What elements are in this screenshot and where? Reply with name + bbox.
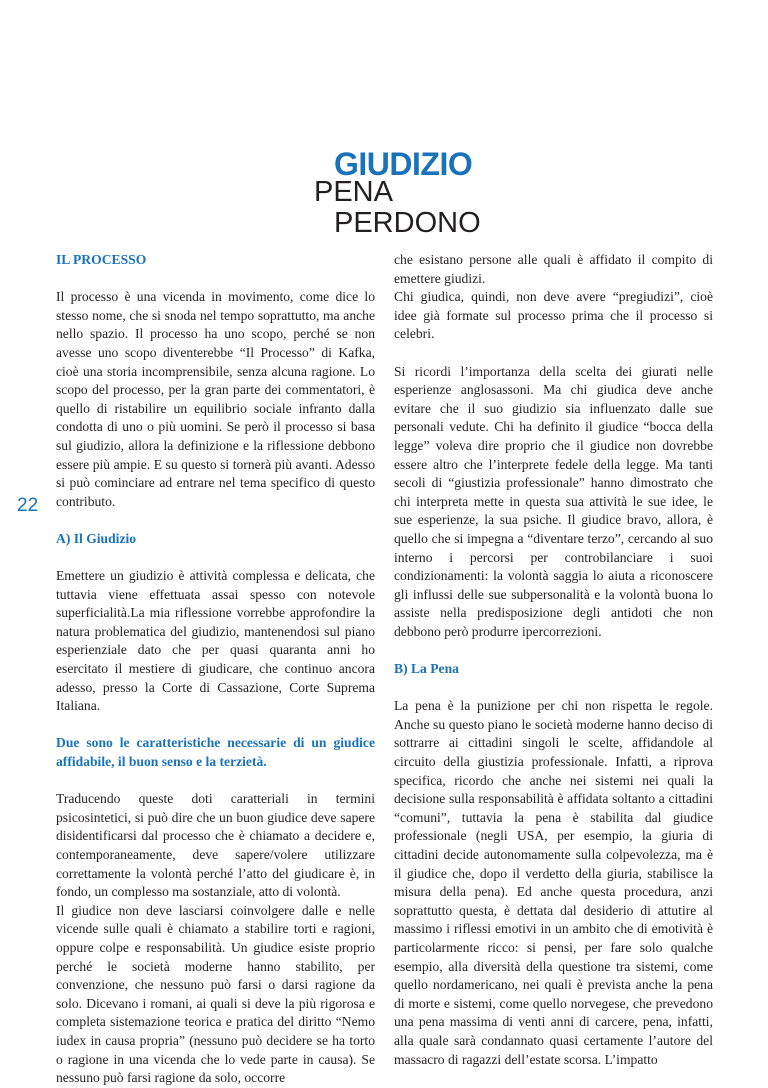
spacer [56,772,375,791]
spacer [56,716,375,735]
spacer [394,641,713,660]
left-column [56,251,375,1088]
spacer [56,549,375,568]
paragraph: Il giudice non deve lasciarsi coinvolgere dalle e nelle vicende sulle quali è chiamato a stabilire torti e ragioni, oppure colpe e responsabilità. Un giudice esiste proprio perché le società moderne hanno stabilito, per convenzione, che nessuno può farsi o darsi ragione da solo. Dicevano i romani, ai quali si deve la più rigorosa e completa sistemazione teorica e pratica del diritto “Nemo iudex in causa propria” (nessuno può decidere se ha torto o ragione in una vicenda che lo vede parte in causa). Se nessuno può farsi ragione da solo, occorre [56,902,375,1086]
paragraph: Emettere un giudizio è attività complessa e delicata, che tuttavia viene effettuata assai spesso con notevole superficialità.La mia riflessione vorrebbe approfondire la natura problematica del giudizio, mantenendosi sul piano esperienziale dato che per quasi quaranta anni ho esercitato il mestiere di giudicare, che continuo ancora adesso, presso la Corte di Cassazione, Corte Suprema Italiana. [56,568,375,714]
paragraph: Traducendo queste doti caratteriali in termini psicosintetici, si può dire che un buon giudice deve sapere disidentificarsi dal processo che è chiamato a decidere e, contemporaneamente, deve sapere/volere utilizzare correttamente la volontà perché l’atto del giudicare è, in fondo, un complesso ma sostanziale, atto di volontà. [56,791,375,900]
paragraph: La pena è la punizione per chi non rispetta le regole. Anche su questo piano le società moderne hanno deciso di sottrarre ai cittadini singoli le scelte, affidandole al circuito della giustizia professionale. Infatti, a riprova specifica, ricordo che anche nei sistemi nei quali la decisione sulla responsabilità è affidata soltanto a cittadini “comuni”, tuttavia la pena è stabilita dal giudice professionale (negli USA, per esempio, la giuria di cittadini decide autonomamente sulla colpevolezza, ma è il giudice che, dopo il verdetto della giuria, stabilisce la misura della pena). Ed anche questa procedura, anzi soprattutto questa, è dettata dal desiderio di attutire al massimo i riflessi emotivi in un ambito che di emotività è particolarmente ricco: si pensi, per fare solo qualche esempio, alla diversità della questione tra sistemi, come quello nordamericano, nei quali è prevista anche la pena di morte e sistemi, come quello norvegese, che prevedono una pena massima di venti anni di carcere, pena, infatti, alla quale sarà condannato quasi certamente l’autore del massacro di ragazzi dell’estate scorsa. L’impatto [394,698,713,1067]
paragraph: Il processo è una vicenda in movimento, come dice lo stesso nome, che si snoda nel tempo soprattutto, ma anche nello spazio. Il processo ha uno scopo, perché se non avesse uno scopo diventerebbe “Il Processo” di Kafka, cioè una storia incomprensibile, senza alcuna ragione. Lo scopo del processo, per la gran parte dei commentatori, è quello di ristabilire un equilibrio sociale infranto dalla condotta di uno o più uomini. Se però il processo si basa sul giudizio, allora la definizione e la riflessione debbono essere più ampie. E su questo si tornerà più avanti. Adesso si può cominciare ad entrare nel tema specifico di questo contributo. [56,289,375,509]
title-pena: PENA [314,176,393,208]
paragraph: Si ricordi l’importanza della scelta dei giurati nelle esperienze anglosassoni. Ma chi giudica deve anche evitare che il suo giudizio sia influenzato dalle sue personali vedute. Chi ha definito il giudice “bocca della legge” voleva dire proprio che il giudice non dovrebbe essere altro che l’interprete fedele della legge. Ma tanti secoli di “giustizia professionale” hanno dimostrato che chi interpreta mette in questa sua attività le sue idee, le sue esperienze, la sua psiche. Il giudice bravo, allora, è quello che si impegna a “diventare terzo”, cercando al suo interno i percorsi per controbilanciare i suoi condizionamenti: la volontà saggia lo aiuta a riconoscere gli influssi delle sue subpersonalità e la volontà buona lo assiste nella predisposizione degli antidoti che non debbono però produrre ipercorrezioni. [394,363,713,639]
spacer [56,511,375,530]
spacer [394,344,713,363]
heading-la-pena: B) La Pena [394,661,459,677]
paragraph: che esistano persone alle quali è affidato il compito di emettere giudizi. [394,252,713,286]
heading-il-giudizio: A) Il Giudizio [56,530,137,546]
title-perdono: PERDONO [334,207,481,239]
heading-il-processo: IL PROCESSO [56,252,147,267]
spacer [56,270,375,289]
right-column [394,251,713,1069]
page-number: 22 [17,495,39,516]
lead-paragraph: Due sono le caratteristiche necessarie di un giudice affidabile, il buon senso e la terzietà. [56,735,375,770]
title-giudizio: GIUDIZIO [334,146,473,182]
spacer [394,679,713,698]
paragraph: Chi giudica, quindi, non deve avere “pregiudizi”, cioè idee già formate sul processo prima che il processo si celebri. [394,289,713,342]
